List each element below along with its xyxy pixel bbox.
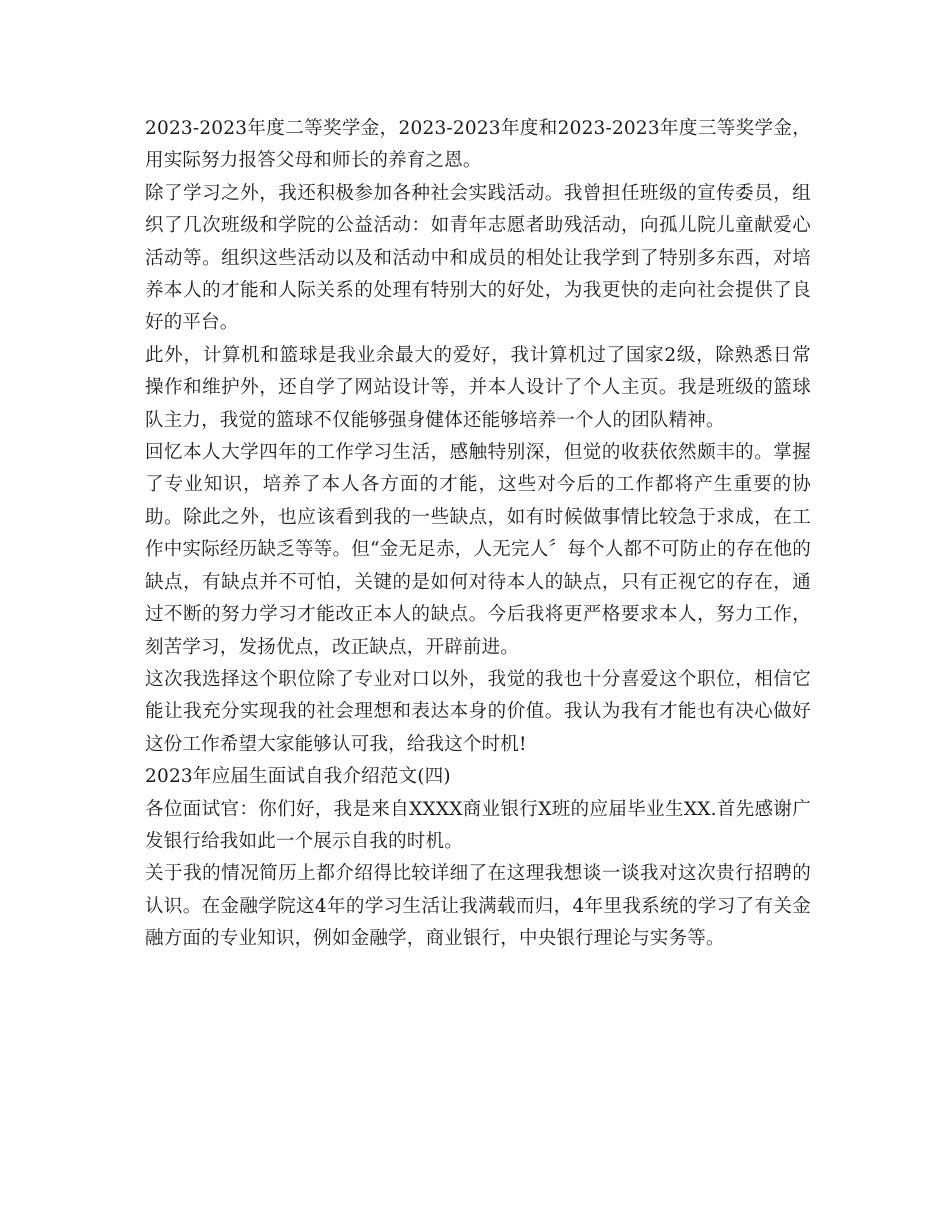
paragraph-greeting: 各位面试官：你们好，我是来自XXXX商业银行X班的应届毕业生XX.首先感谢广发银行给我如此一个展示自我的时机。 — [145, 798, 811, 852]
paragraph-hobbies: 此外，计算机和篮球是我业余最大的爱好，我计算机过了国家2级，除熟悉日常操作和维护外，还自学了网站设计等，并本人设计了个人主页。我是班级的篮球队主力，我觉的篮球不仅能够强身健体还能够培养一个人的团队精神。 — [145, 344, 811, 431]
paragraph-social-practice: 除了学习之外，我还积极参加各种社会实践活动。我曾担任班级的宣传委员，组织了几次班级和学院的公益活动：如青年志愿者助残活动，向孤儿院儿童献爱心活动等。组织这些活动以及和活动中和成员的相处让我学到了特别多东西，对培养本人的才能和人际关系的处理有特别大的好处，为我更快的走向社会提供了良好的平台。 — [145, 182, 811, 334]
paragraph-reflection: 回忆本人大学四年的工作学习生活，感触特别深，但觉的收获依然颇丰的。掌握了专业知识，培养了本人各方面的才能，这些对今后的工作都将产生重要的协助。除此之外，也应该看到我的一些缺点，如有时候做事情比较急于求成，在工作中实际经历缺乏等等。但“金无足赤，人无完人〞每个人都不可防止的存在他的缺点，有缺点并不可怕，关键的是如何对待本人的缺点，只有正视它的存在，通过不断的努力学习才能改正本人的缺点。今后我将更严格要求本人，努力工作，刻苦学习，发扬优点，改正缺点，开辟前进。 — [145, 442, 811, 658]
paragraph-background: 关于我的情况简历上都介绍得比较详细了在这理我想谈一谈我对这次贵行招聘的认识。在金融学院这4年的学习生活让我满载而归，4年里我系统的学习了有关金融方面的专业知识，例如金融学，商业银行，中央银行理论与实务等。 — [145, 863, 811, 950]
document-body — [145, 113, 811, 956]
section-heading: 2023年应届生面试自我介绍范文(四) — [145, 766, 451, 788]
paragraph-scholarship: 2023-2023年度二等奖学金，2023-2023年度和2023-2023年度三等奖学金，用实际努力报答父母和师长的养育之恩。 — [145, 118, 811, 172]
paragraph-position-choice: 这次我选择这个职位除了专业对口以外，我觉的我也十分喜爱这个职位，相信它能让我充分实现我的社会理想和表达本身的价值。我认为我有才能也有决心做好这份工作希望大家能够认可我，给我这个时机! — [145, 668, 811, 755]
